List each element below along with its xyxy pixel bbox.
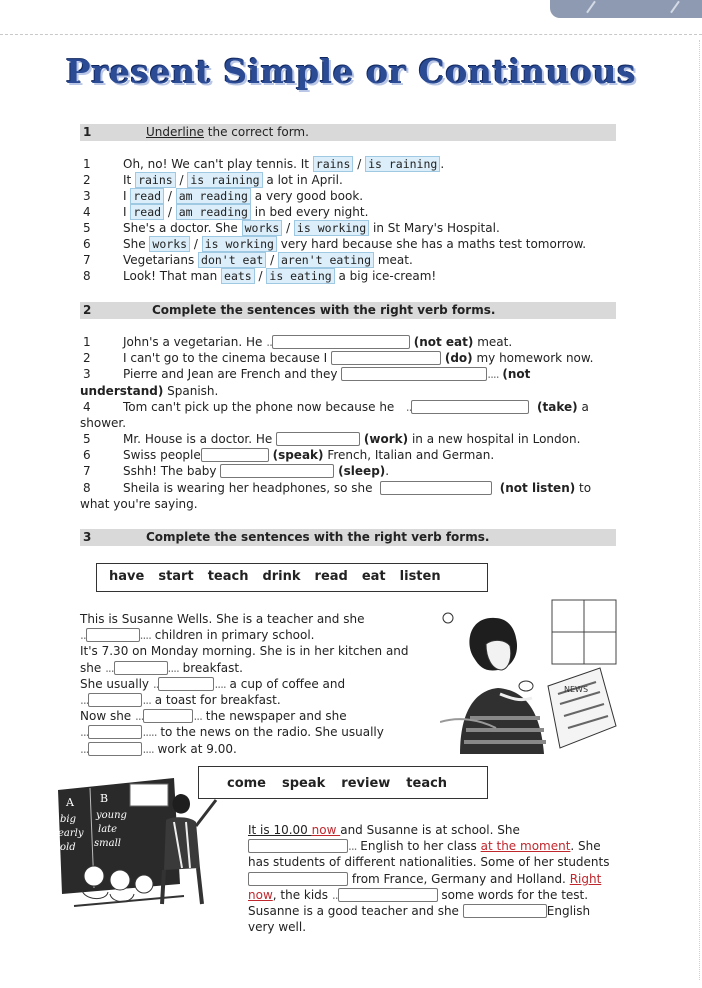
- answer-input[interactable]: [114, 661, 168, 675]
- answer-input[interactable]: [158, 677, 214, 691]
- option-b[interactable]: am reading: [176, 188, 251, 204]
- chevron-icon: [670, 1, 680, 14]
- option-b[interactable]: is eating: [266, 268, 334, 284]
- chevron-icon: [586, 1, 596, 14]
- word-bank-item: speak: [282, 776, 326, 791]
- board-text: old: [60, 842, 76, 853]
- page-title: Present Simple or Continuous: [65, 52, 637, 91]
- list-item: 4 Tom can't pick up the phone now because he .. (take) a: [83, 400, 589, 414]
- list-item: 5 Mr. House is a doctor. He (work) in a new hospital in London.: [83, 432, 581, 446]
- answer-input[interactable]: [411, 400, 529, 414]
- option-a[interactable]: rains: [313, 156, 354, 172]
- list-item: 8 Look! That man eats / is eating a big ice-cream!: [83, 269, 437, 283]
- section-3-header: [80, 529, 616, 546]
- section-instruction: Complete the sentences with the right verb forms.: [152, 303, 496, 317]
- woman-reading-illustration: [440, 598, 618, 754]
- list-item-continuation: what you're saying.: [80, 497, 198, 511]
- option-a[interactable]: read: [130, 188, 164, 204]
- board-text: big: [60, 814, 77, 825]
- answer-input[interactable]: [380, 481, 492, 495]
- answer-input[interactable]: [331, 351, 441, 365]
- answer-input[interactable]: [272, 335, 410, 349]
- option-b[interactable]: is working: [202, 236, 277, 252]
- list-item: 1 John's a vegetarian. He .. (not eat) meat.: [83, 335, 513, 349]
- answer-input[interactable]: [220, 464, 334, 478]
- option-b[interactable]: is raining: [365, 156, 440, 172]
- option-a[interactable]: rains: [135, 172, 176, 188]
- list-item: 3 I read / am reading a very good book.: [83, 189, 364, 203]
- list-item: 2 I can't go to the cinema because I (do) my homework now.: [83, 351, 594, 365]
- section-instruction: Complete the sentences with the right verb forms.: [146, 530, 490, 544]
- corner-tab[interactable]: [550, 0, 702, 18]
- list-item: 5 She's a doctor. She works / is working in St Mary's Hospital.: [83, 221, 500, 235]
- paragraph-susanne-school: It is 10.00 now and Susanne is at school. She ... English to her class at the moment. She has students of different nationalities. Some of her students from France, Germany and Holland. Right now, the kids .. some words for the test. Susanne is a good teacher and she English very well.: [248, 823, 610, 935]
- word-bank-item: come: [227, 776, 266, 791]
- list-item: 3 Pierre and Jean are French and they .... (not: [83, 367, 531, 381]
- answer-input[interactable]: [248, 872, 348, 886]
- board-text: young: [96, 810, 127, 821]
- answer-input[interactable]: [88, 693, 142, 707]
- list-item: 7 Vegetarians don't eat / aren't eating meat.: [83, 253, 413, 267]
- board-text: A: [66, 796, 74, 809]
- top-strip: [0, 0, 702, 40]
- word-bank-item: listen: [399, 569, 441, 584]
- word-bank-item: have: [109, 569, 145, 584]
- list-item-continuation: shower.: [80, 416, 127, 430]
- word-bank-item: read: [314, 569, 348, 584]
- section-2-header: [80, 302, 616, 319]
- option-a[interactable]: eats: [221, 268, 255, 284]
- board-text: early: [58, 828, 84, 839]
- option-a[interactable]: don't eat: [198, 252, 266, 268]
- newspaper-headline: NEWS: [564, 685, 589, 694]
- list-item: 7 Sshh! The baby (sleep).: [83, 464, 390, 478]
- section-number: 2: [83, 303, 92, 317]
- answer-input[interactable]: [143, 709, 193, 723]
- option-b[interactable]: am reading: [176, 204, 251, 220]
- answer-input[interactable]: [88, 742, 142, 756]
- option-a[interactable]: works: [149, 236, 190, 252]
- option-b[interactable]: is raining: [187, 172, 262, 188]
- list-item: 8 Sheila is wearing her headphones, so she (not listen) to: [83, 481, 592, 495]
- option-a[interactable]: read: [130, 204, 164, 220]
- word-bank-item: teach: [207, 569, 249, 584]
- list-item: 6 Swiss people (speak) French, Italian and German.: [83, 448, 495, 462]
- word-bank-item: review: [341, 776, 391, 791]
- section-number: 3: [83, 530, 92, 544]
- answer-input[interactable]: [201, 448, 269, 462]
- divider: [0, 34, 702, 35]
- paragraph-susanne-morning: This is Susanne Wells. She is a teacher and she .. .... children in primary school. It's 7.30 on Monday morning. She is in her kitchen and she ... .... breakfast. She usually .. .... a cup of coffee and ... ... a toast for breakfast. Now she ... ... the newspaper and she ... ..... to the news on the radio. She usually ... .... work at 9.00.: [80, 612, 409, 756]
- section-instruction: Underline the correct form.: [146, 125, 309, 139]
- board-text: late: [98, 824, 118, 835]
- option-a[interactable]: works: [242, 220, 283, 236]
- list-item: 6 She works / is working very hard because she has a maths test tomorrow.: [83, 237, 587, 251]
- word-bank-item: start: [158, 569, 194, 584]
- list-item-continuation: understand) Spanish.: [80, 384, 219, 398]
- answer-input[interactable]: [276, 432, 360, 446]
- option-b[interactable]: is working: [294, 220, 369, 236]
- answer-input[interactable]: [338, 888, 438, 902]
- answer-input[interactable]: [463, 904, 547, 918]
- board-text: B: [100, 792, 109, 805]
- answer-input[interactable]: [341, 367, 487, 381]
- answer-input[interactable]: [86, 628, 140, 642]
- section-1-header: [80, 124, 616, 141]
- answer-input[interactable]: [248, 839, 348, 853]
- option-b[interactable]: aren't eating: [278, 252, 374, 268]
- word-bank-item: eat: [361, 569, 386, 584]
- list-item: 1 Oh, no! We can't play tennis. It rains / is raining .: [83, 157, 445, 171]
- list-item: 2 It rains / is raining a lot in April.: [83, 173, 343, 187]
- board-text: small: [94, 838, 121, 849]
- word-bank-item: teach: [406, 776, 448, 791]
- divider: [699, 40, 700, 980]
- word-bank: [198, 766, 488, 799]
- answer-input[interactable]: [88, 725, 142, 739]
- list-item: 4 I read / am reading in bed every night.: [83, 205, 369, 219]
- word-bank: [96, 563, 488, 592]
- word-bank-item: drink: [262, 569, 301, 584]
- section-number: 1: [83, 125, 92, 139]
